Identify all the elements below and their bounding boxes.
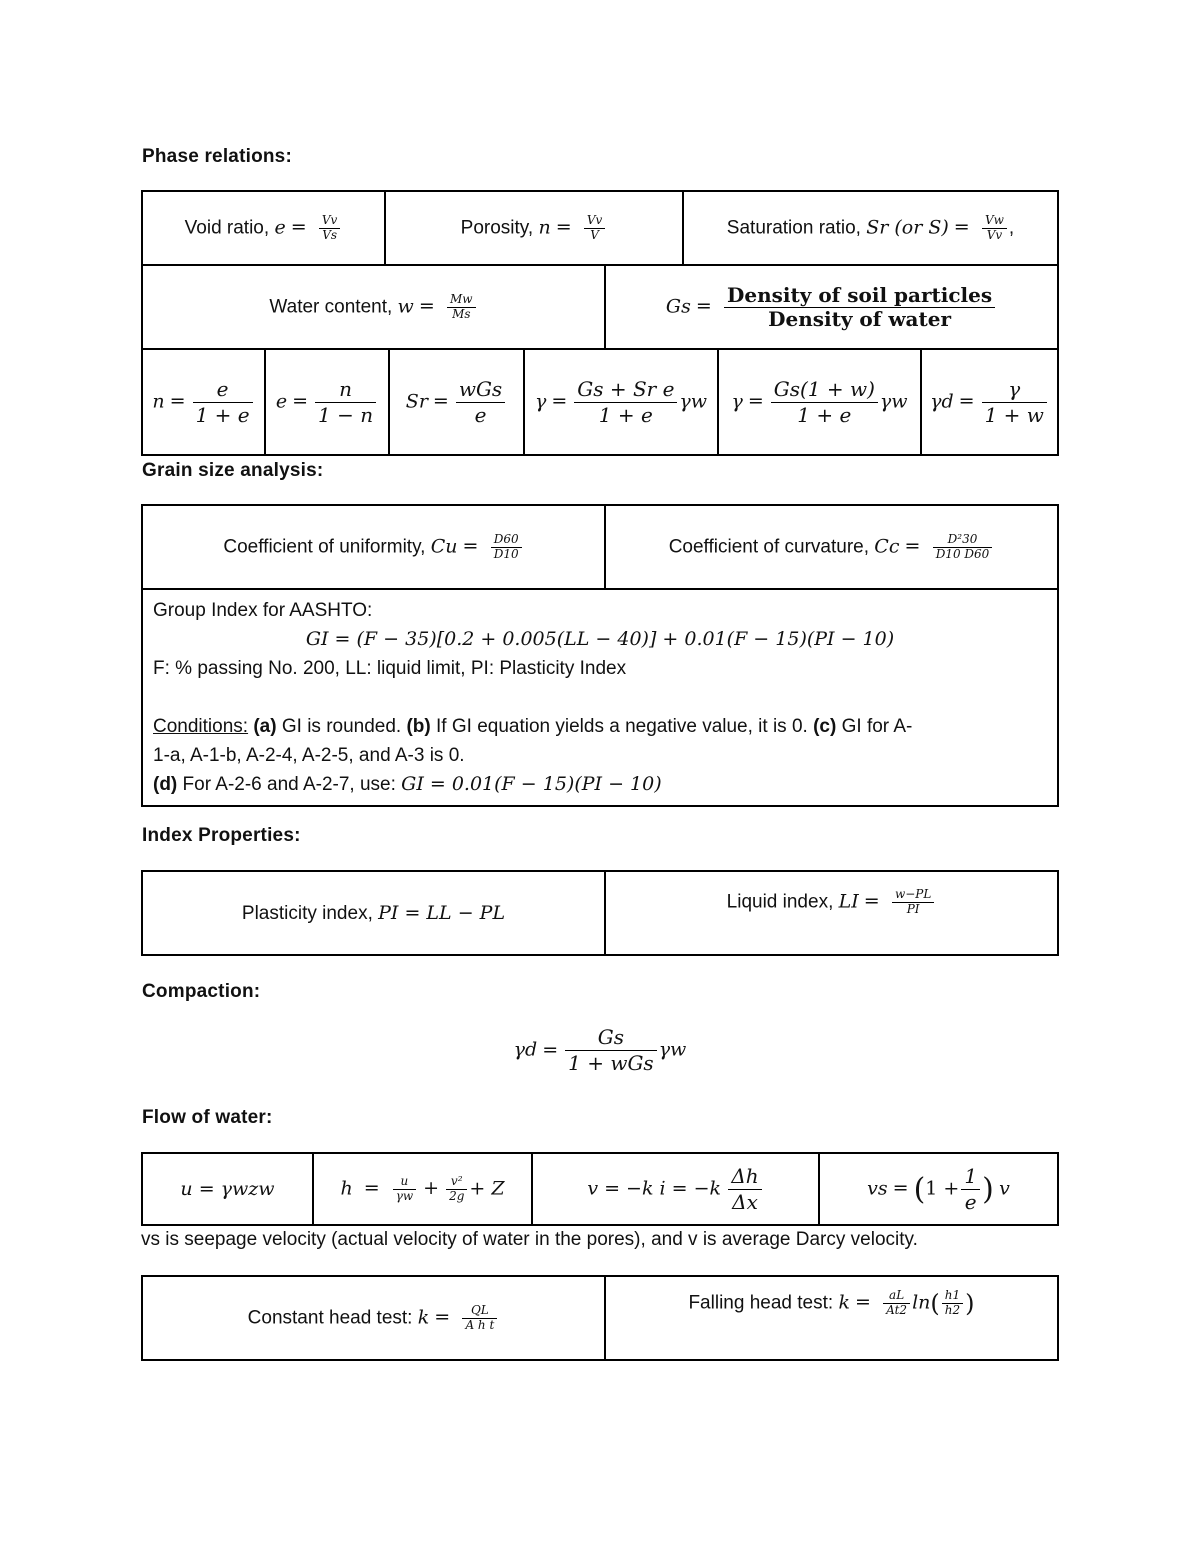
f6-den: 1 + w [984, 402, 1044, 427]
f5-den: 1 + e [797, 402, 852, 427]
grain-table [141, 504, 1059, 807]
li-label: Liquid index, [726, 891, 839, 913]
cond-b: If GI equation yields a negative value, it is 0. [430, 716, 814, 737]
void-ratio-fraction [319, 214, 340, 243]
phase-table-row3 [141, 348, 1059, 456]
saturation-num: Vw [982, 214, 1007, 229]
falling-left-paren: ( [930, 1289, 940, 1318]
f3-lhs: Sr [405, 390, 428, 413]
darcy-num: Δh [728, 1164, 761, 1190]
cond-d-equation: GI = 0.01(F − 15)(PI − 10) [401, 773, 662, 795]
compaction-num: Gs [565, 1025, 657, 1051]
falling-head-h2: h2 [944, 1302, 961, 1317]
plasticity-index-cell [142, 871, 605, 955]
cond-d-tag: (d) [153, 774, 178, 795]
f5-tail: γw [879, 390, 908, 413]
porosity-cell: Porosity, n = $\frac{Vv}{V}$ [385, 191, 683, 265]
f3-num: wGs [456, 377, 505, 403]
f4-lhs: γ [534, 390, 547, 413]
saturation-label: Saturation ratio, [726, 217, 867, 239]
liquid-index-cell: Liquid index, LI = $\frac{w-PL}{PI}$ [605, 871, 1058, 955]
conditions-label: Conditions: [153, 716, 249, 737]
cu-lhs: Cu [430, 535, 458, 558]
li-lhs: LI [838, 890, 859, 913]
gs-lhs: Gs [665, 295, 691, 318]
f2-num: n [315, 377, 376, 403]
f6-lhs: γd [930, 390, 954, 413]
formula-gamma-d-cell: γd = $\frac{\gamma}{1 + w}$ [921, 349, 1058, 455]
void-ratio-den: Vs [322, 227, 338, 242]
li-den: PI [906, 901, 920, 916]
saturation-cell: Saturation ratio, Sr (or S) = $\frac{Vw}{Vv}$ , [683, 191, 1058, 265]
formula-e-cell: e = $\frac{n}{1 - n}$ [265, 349, 389, 455]
darcy-cell [532, 1153, 819, 1225]
total-head-lhs: h [340, 1177, 353, 1200]
falling-head-label: Falling head test: [688, 1292, 839, 1314]
f1-lhs: n [152, 390, 165, 413]
seepage-fraction [961, 1164, 980, 1215]
falling-head-ratio [942, 1289, 963, 1318]
seepage-velocity-cell: vs = (1 + $\frac{1}{e}$ ) v [819, 1153, 1058, 1225]
flow-table [141, 1152, 1059, 1226]
porosity-den: V [590, 227, 599, 242]
total-head-frac2 [446, 1175, 467, 1204]
cu-fraction [491, 533, 522, 562]
cc-fraction [933, 533, 993, 562]
cc-num: D²30 [933, 533, 993, 548]
f4-tail: γw [679, 390, 708, 413]
water-content-den: Ms [452, 306, 471, 321]
seepage-den: e [964, 1189, 977, 1214]
pi-equation: PI = LL − PL [378, 901, 506, 924]
seepage-num: 1 [961, 1164, 980, 1190]
gi-spacer [153, 683, 1047, 712]
gi-equation: GI = (F − 35)[0.2 + 0.005(LL − 40)] + 0.01(F − 15)(PI − 10) [305, 628, 895, 650]
gi-conditions-line3 [153, 770, 1047, 799]
permeability-table [141, 1275, 1059, 1361]
total-head-tail: + Z [469, 1177, 505, 1200]
f3-den: e [474, 402, 487, 427]
total-head-n1: u [393, 1175, 416, 1190]
group-index-cell [142, 589, 1058, 806]
f2-den: 1 − n [318, 402, 374, 427]
f5-lhs: γ [731, 390, 743, 413]
cc-lhs: Cc [874, 535, 900, 558]
void-ratio-label: Void ratio, [184, 217, 275, 239]
f2-fraction [315, 377, 376, 428]
porosity-lhs: n [538, 216, 551, 239]
formula-gamma-sat-cell: γ = $\frac{\text{Gs + Sr e}}{1 + e}$ γw [524, 349, 718, 455]
gs-den: Density of water [768, 306, 951, 331]
falling-head-lhs: k [838, 1291, 850, 1314]
cc-label: Coefficient of curvature, [668, 536, 875, 558]
formula-sr-cell: Sr = $\frac{\text{wGs}}{e}$ [389, 349, 524, 455]
darcy-fraction [728, 1164, 761, 1215]
cu-den: D10 [493, 546, 519, 561]
porosity-num: Vv [584, 214, 605, 229]
falling-head-ln: ln [912, 1291, 931, 1314]
f1-num: e [193, 377, 253, 403]
constant-head-fraction [462, 1304, 497, 1333]
cu-label: Coefficient of uniformity, [223, 536, 431, 558]
cu-num: D60 [491, 533, 522, 548]
f3-fraction [456, 377, 505, 428]
falling-head-num: aL [883, 1289, 910, 1304]
water-content-lhs: w [397, 295, 414, 318]
li-num: w−PL [892, 888, 934, 903]
pore-pressure-cell [142, 1153, 313, 1225]
compaction-tail: γw [658, 1038, 687, 1061]
gi-conditions-line1 [153, 712, 1047, 741]
section-title-phase: Phase relations: [142, 146, 292, 167]
constant-head-lhs: k [417, 1306, 430, 1329]
li-fraction [892, 888, 934, 917]
f1-fraction [193, 377, 253, 428]
compaction-fraction [565, 1025, 657, 1076]
left-paren: ( [913, 1171, 926, 1207]
f1-den: 1 + e [195, 402, 250, 427]
saturation-lhs: Sr (or S) [866, 216, 949, 239]
section-title-grain: Grain size analysis: [142, 460, 324, 481]
seepage-note: vs is seepage velocity (actual velocity of water in the pores), and v is average Darcy velocity. [141, 1229, 918, 1250]
constant-head-den: A h t [465, 1317, 495, 1332]
phase-table-row2 [141, 264, 1059, 350]
cc-den: D10 D60 [935, 546, 990, 561]
falling-head-fraction [883, 1289, 910, 1318]
seepage-tail: v [999, 1177, 1010, 1200]
falling-head-cell: Falling head test: k = $\frac{aL}{At2}$ ln( $\frac{h1}{h2}$ ) [605, 1276, 1058, 1360]
cond-b-tag: (b) [406, 716, 431, 737]
gi-heading: Group Index for AASHTO: [153, 600, 373, 621]
gs-fraction [724, 284, 995, 331]
total-head-d2: 2g [449, 1188, 465, 1203]
void-ratio-cell: Void ratio, e = $\frac{Vv}{Vs}$ [142, 191, 385, 265]
index-table [141, 870, 1059, 956]
cc-cell: Coefficient of curvature, Cc = $\frac{\text{D²30}}{D10 D60}$ [605, 505, 1058, 589]
water-content-cell: Water content, w = $\frac{Mw}{Ms}$ [142, 265, 605, 349]
constant-head-cell: Constant head test: k = $\frac{QL}{\text{A h t}}$ [142, 1276, 605, 1360]
falling-head-den: At2 [886, 1302, 908, 1317]
porosity-fraction [584, 214, 605, 243]
right-paren: ) [982, 1171, 994, 1207]
falling-head-h1: h1 [942, 1289, 963, 1304]
void-ratio-lhs: e [274, 216, 286, 239]
f2-lhs: e [275, 390, 288, 413]
pi-label: Plasticity index, [241, 902, 379, 924]
compaction-equation: γd = $\frac{Gs}{\text{1 + wGs}}$ γw [513, 1025, 687, 1075]
f5-fraction [771, 377, 878, 428]
phase-table-row1 [141, 190, 1059, 266]
cu-cell: Coefficient of uniformity, Cu = $\frac{D60}{D10}$ [142, 505, 605, 589]
void-ratio-num: Vv [319, 214, 340, 229]
gi-conditions-line2: 1-a, A-1-b, A-2-4, A-2-5, and A-3 is 0. [153, 745, 465, 766]
cond-a-tag: (a) [253, 716, 277, 737]
water-content-num: Mw [447, 293, 476, 308]
pore-pressure-equation: u = γwzw [180, 1177, 275, 1200]
constant-head-num: QL [462, 1304, 497, 1319]
water-content-label: Water content, [269, 296, 398, 318]
cond-a: GI is rounded. [276, 716, 407, 737]
compaction-lhs: γd [513, 1038, 538, 1061]
gi-definitions: F: % passing No. 200, LL: liquid limit, PI: Plasticity Index [153, 658, 627, 679]
total-head-n2: v² [446, 1175, 467, 1190]
falling-right-paren: ) [965, 1289, 975, 1318]
constant-head-label: Constant head test: [247, 1307, 418, 1329]
specific-gravity-cell: Gs = $\frac{\text{Density of soil particles}}{\text{Density of water}}$ [605, 265, 1058, 349]
f4-den: 1 + e [598, 402, 653, 427]
f5-num: Gs(1 + w) [771, 377, 878, 403]
seepage-lhs: vs [867, 1177, 888, 1200]
water-content-fraction [447, 293, 476, 322]
cond-c-tag: (c) [813, 716, 837, 737]
section-title-flow: Flow of water: [142, 1107, 273, 1128]
total-head-d1: γw [395, 1188, 414, 1203]
f4-fraction [574, 377, 677, 428]
seepage-one: 1 + [925, 1177, 960, 1200]
total-head-frac1 [393, 1175, 416, 1204]
section-title-compaction: Compaction: [142, 981, 261, 1002]
f4-num: Gs + Sr e [574, 377, 677, 403]
porosity-label: Porosity, [460, 217, 539, 239]
saturation-fraction [982, 214, 1007, 243]
compaction-den: 1 + wGs [568, 1051, 654, 1075]
total-head-cell: h = $\frac{u}{\gamma w}$ + $\frac{\text{v²}}{2g}$ + Z [313, 1153, 532, 1225]
cond-d: For A-2-6 and A-2-7, use: [177, 774, 402, 795]
darcy-den: Δx [732, 1189, 758, 1214]
formula-gamma-w-cell: γ = $\frac{Gs(1 + w)}{1 + e}$ γw [718, 349, 921, 455]
f6-num: γ [982, 377, 1047, 403]
gs-num: Density of soil particles [724, 284, 995, 308]
section-title-index: Index Properties: [142, 825, 301, 846]
formula-n-cell: n = $\frac{e}{1 + e}$ [142, 349, 265, 455]
f6-fraction [982, 377, 1047, 428]
saturation-den: Vv [986, 227, 1003, 242]
cond-c1: GI for A- [836, 716, 913, 737]
darcy-equation: v = −k i = −k [587, 1177, 722, 1200]
